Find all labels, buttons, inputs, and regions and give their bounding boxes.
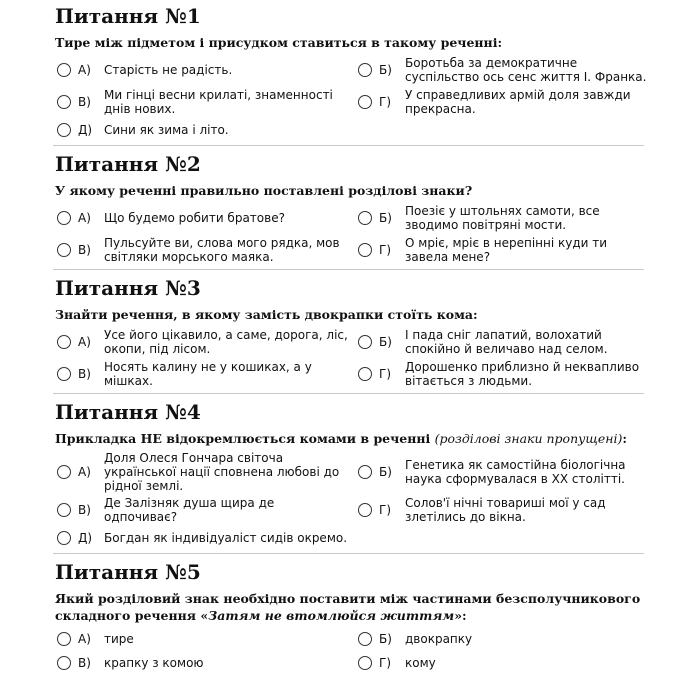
divider [53, 393, 644, 394]
option-text: Що будемо робити братове? [104, 211, 285, 225]
radio-button[interactable] [358, 632, 372, 646]
option-text: крапку з комою [104, 656, 204, 670]
option-d[interactable] [55, 119, 348, 141]
option-letter: Г) [379, 503, 391, 517]
radio-button[interactable] [57, 95, 71, 109]
question-text-quote: Затям не втомлюйся життям [208, 608, 455, 623]
divider [53, 145, 644, 146]
radio-button[interactable] [57, 211, 71, 225]
option-b[interactable] [356, 451, 649, 493]
radio-button[interactable] [57, 63, 71, 77]
option-letter: В) [78, 656, 91, 670]
options-list [55, 203, 642, 265]
options-list [55, 327, 642, 389]
options-list [55, 628, 642, 674]
radio-button[interactable] [358, 335, 372, 349]
option-text: О мріє, мріє в нерепінні куди ти завела мене? [405, 236, 608, 264]
divider [53, 269, 644, 270]
divider [53, 553, 644, 554]
option-text: Боротьба за демократичне суспільство ось сенс життя І. Франка. [405, 56, 647, 84]
option-letter: В) [78, 503, 91, 517]
option-text: Солов'ї нічні товариші мої у сад злетілись до вікна. [405, 496, 606, 524]
option-v[interactable] [55, 652, 348, 674]
option-a[interactable] [55, 203, 348, 233]
question-text-note: (розділові знаки пропущені) [434, 431, 623, 446]
question-text-main: Прикладка НЕ відокремлюється комами в реченні [55, 431, 435, 446]
question-text: У якому реченні правильно поставлені розділові знаки? [55, 183, 473, 198]
option-v[interactable] [55, 235, 348, 265]
question-text-end: »: [454, 608, 467, 623]
option-text: Доля Олеся Гончара світоча української нації сповнена любові до рідної землі. [104, 451, 340, 493]
question-text: Знайти речення, в якому замість двокрапки стоїть кома: [55, 307, 478, 322]
option-letter: Б) [379, 632, 392, 646]
option-letter: В) [78, 95, 91, 109]
question-text [55, 430, 642, 447]
option-text: Усе його цікавило, а саме, дорога, ліс, окопи, під лісом. [104, 328, 348, 356]
option-text: Сини як зима і літо. [104, 123, 229, 137]
option-letter: Г) [379, 95, 391, 109]
options-list [55, 55, 647, 141]
option-text: Де Залізняк душа щира де одпочиває? [104, 496, 275, 524]
option-g[interactable] [356, 652, 649, 674]
option-a[interactable] [55, 327, 348, 357]
option-letter: В) [78, 243, 91, 257]
option-letter: Б) [379, 335, 392, 349]
question-title: Питання №4 [55, 400, 201, 424]
question-title: Питання №3 [55, 276, 201, 300]
question-4 [55, 400, 642, 554]
radio-button[interactable] [57, 367, 71, 381]
option-text: І пада сніг лапатий, волохатий спокійно й величаво над селом. [405, 328, 608, 356]
option-d[interactable] [55, 527, 348, 549]
radio-button[interactable] [57, 503, 71, 517]
question-text [55, 590, 642, 624]
question-1 [55, 0, 647, 146]
question-text-end: : [622, 431, 628, 446]
option-letter: Г) [379, 656, 391, 670]
radio-button[interactable] [57, 465, 71, 479]
option-v[interactable] [55, 495, 348, 525]
option-letter: А) [78, 335, 91, 349]
option-letter: А) [78, 465, 91, 479]
radio-button[interactable] [358, 63, 372, 77]
option-letter: А) [78, 211, 91, 225]
radio-button[interactable] [57, 632, 71, 646]
option-text: Старість не радість. [104, 63, 233, 77]
option-letter: Б) [379, 465, 392, 479]
radio-button[interactable] [57, 123, 71, 137]
option-text: кому [405, 656, 436, 670]
option-g[interactable] [356, 495, 649, 525]
option-text: Носять калину не у кошиках, а у мішках. [104, 360, 312, 388]
option-letter: Г) [379, 243, 391, 257]
option-text: Пульсуйте ви, слова мого рядка, мов світляки морського маяка. [104, 236, 340, 264]
option-letter: Д) [78, 123, 93, 137]
option-a[interactable] [55, 55, 348, 85]
radio-button[interactable] [57, 656, 71, 670]
radio-button[interactable] [57, 243, 71, 257]
radio-button[interactable] [358, 465, 372, 479]
option-a[interactable] [55, 628, 348, 650]
question-text-main: Який розділовий знак необхідно поставити між частинами безсполучникового складного речення « [55, 591, 641, 623]
option-text: двокрапку [405, 632, 473, 646]
option-g[interactable] [356, 359, 649, 389]
option-text: Дорошенко приблизно й неквапливо вітається з людьми. [405, 360, 640, 388]
option-b[interactable] [356, 55, 649, 85]
option-letter: В) [78, 367, 91, 381]
option-letter: А) [78, 632, 91, 646]
option-letter: Б) [379, 211, 392, 225]
option-v[interactable] [55, 359, 348, 389]
option-text: тире [104, 632, 134, 646]
radio-button[interactable] [358, 95, 372, 109]
question-2 [55, 152, 642, 270]
option-g[interactable] [356, 87, 649, 117]
option-letter: Г) [379, 367, 391, 381]
option-text: У справедливих армій доля завжди прекрасна. [405, 88, 631, 116]
radio-button[interactable] [358, 503, 372, 517]
question-title: Питання №5 [55, 560, 201, 584]
radio-button[interactable] [57, 335, 71, 349]
option-b[interactable] [356, 327, 649, 357]
option-text: Поезіє у штольнях самоти, все зводимо повітряні мости. [405, 204, 600, 232]
option-a[interactable] [55, 451, 348, 493]
option-b[interactable] [356, 203, 649, 233]
radio-button[interactable] [358, 656, 372, 670]
question-5 [55, 560, 642, 674]
question-text: Тире між підметом і присудком ставиться в такому реченні: [55, 35, 503, 50]
option-text: Генетика як самостійна біологічна наука сформувалася в ХХ столітті. [405, 458, 626, 486]
option-text: Богдан як індивідуаліст сидів окремо. [104, 531, 348, 545]
question-title: Питання №1 [55, 4, 201, 28]
option-v[interactable] [55, 87, 348, 117]
option-letter: Б) [379, 63, 392, 77]
question-3 [55, 276, 642, 394]
option-text: Ми гінці весни крилаті, знаменності днів нових. [104, 88, 333, 116]
option-letter: А) [78, 63, 91, 77]
option-letter: Д) [78, 531, 93, 545]
radio-button[interactable] [358, 243, 372, 257]
radio-button[interactable] [358, 367, 372, 381]
option-b[interactable] [356, 628, 649, 650]
question-title: Питання №2 [55, 152, 201, 176]
option-g[interactable] [356, 235, 649, 265]
radio-button[interactable] [358, 211, 372, 225]
radio-button[interactable] [57, 531, 71, 545]
options-list [55, 451, 642, 549]
